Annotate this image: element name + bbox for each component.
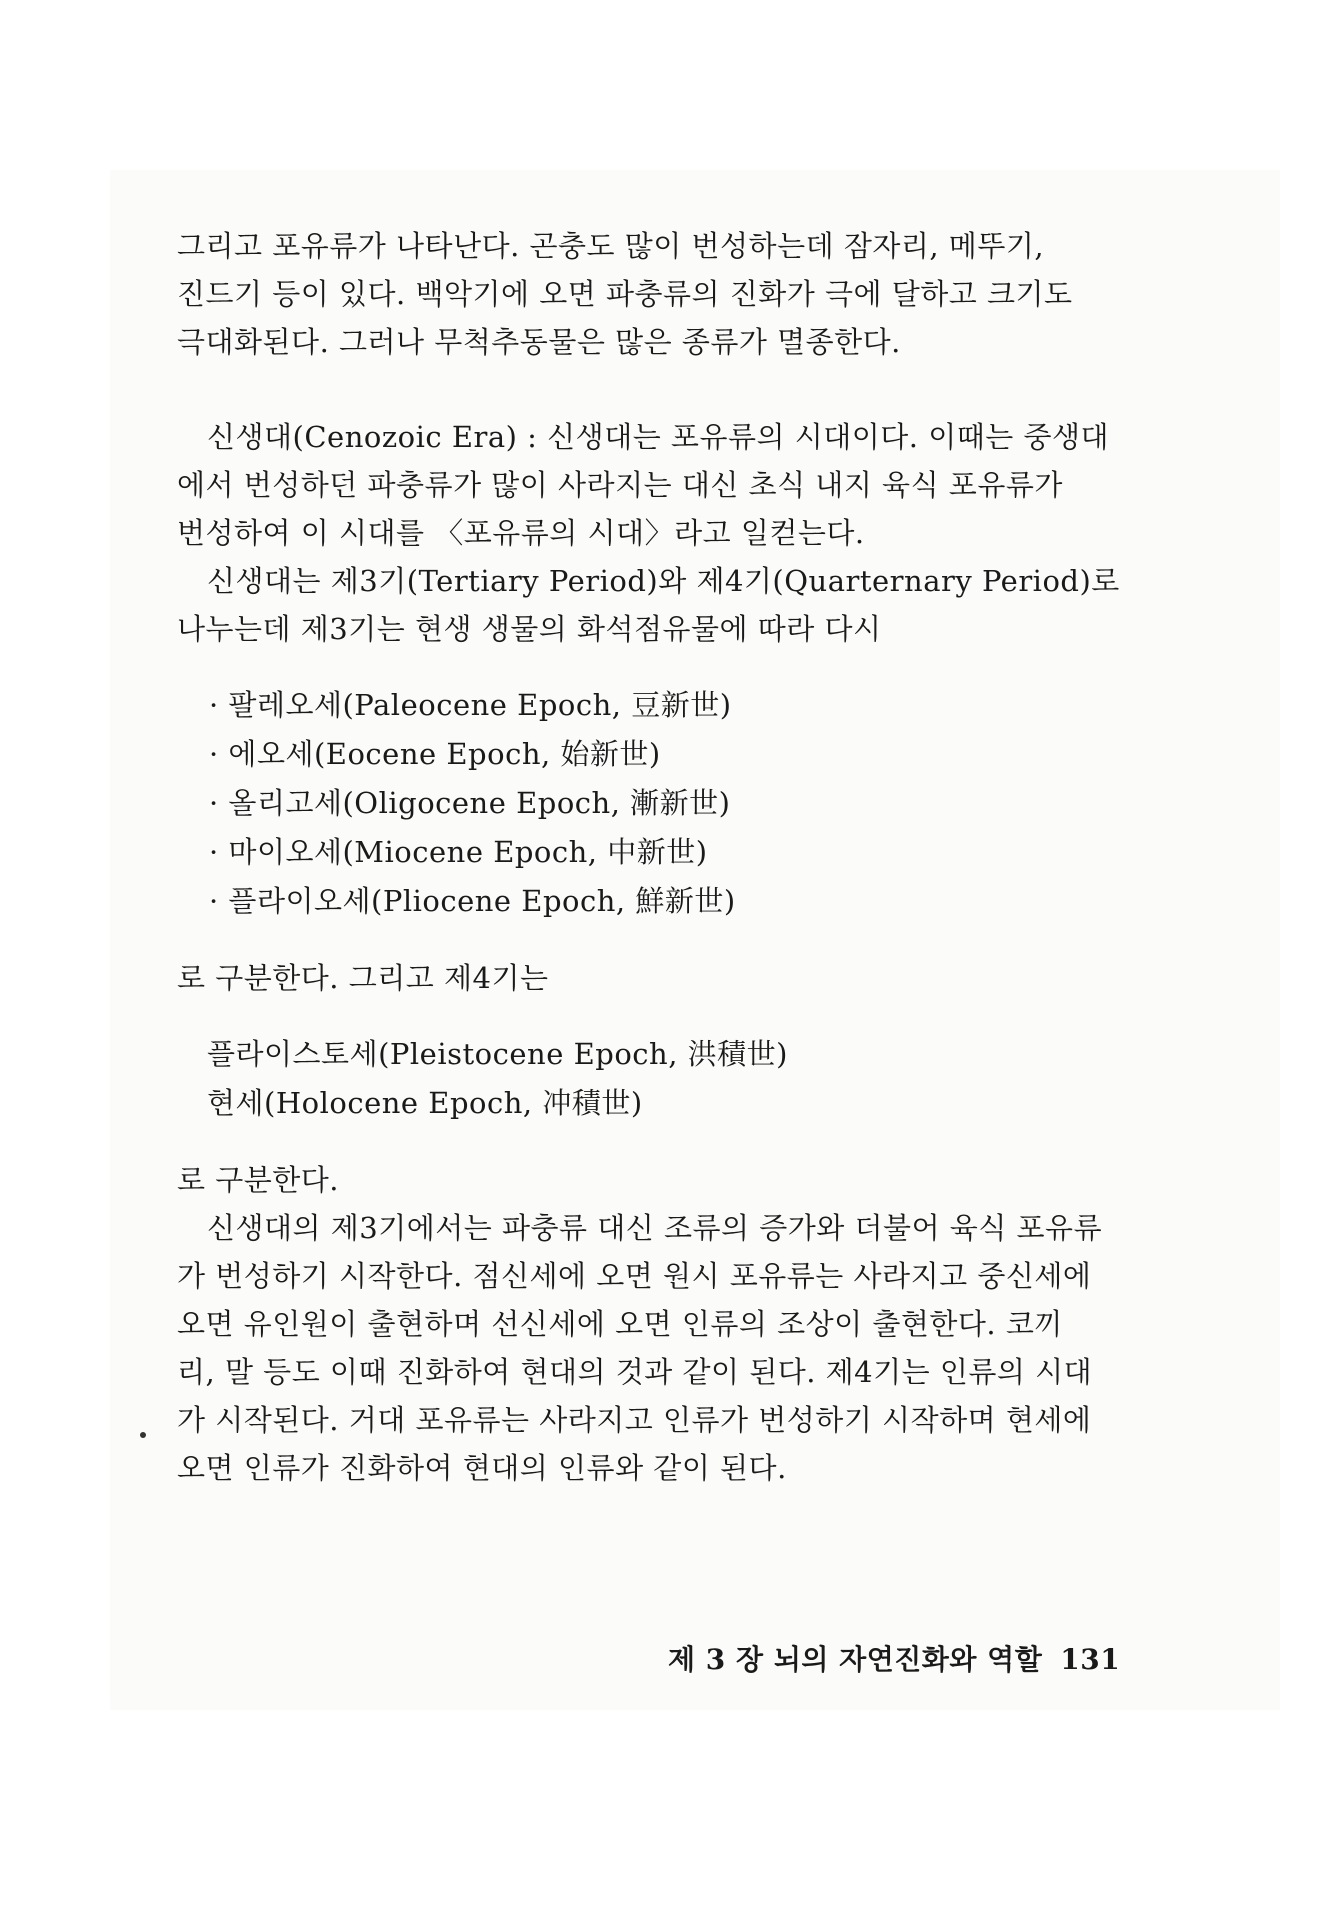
list-item: · 팔레오세(Paleocene Epoch, 豆新世) — [209, 688, 732, 722]
text-line: 그리고 포유류가 나타난다. 곤충도 많이 번성하는데 잠자리, 메뚜기, — [177, 229, 1045, 263]
page-body — [177, 222, 1120, 1492]
page-number: 131 — [1060, 1643, 1121, 1676]
paragraph-1 — [177, 222, 1107, 366]
text-line: 에서 번성하던 파충류가 많이 사라지는 대신 초식 내지 육식 포유류가 — [177, 468, 1063, 502]
text-line: 나누는데 제3기는 현생 생물의 화석점유물에 따라 다시 — [177, 612, 882, 646]
paragraph-periods — [177, 557, 1120, 653]
page-footer — [668, 1638, 1120, 1678]
paragraph-cenozoic — [177, 413, 1110, 557]
paragraph-gap — [177, 653, 1107, 681]
text-line: 로 구분한다. — [177, 1163, 340, 1197]
list-item: · 올리고세(Oligocene Epoch, 漸新世) — [209, 786, 731, 820]
quaternary-epoch-list — [177, 1030, 1107, 1128]
text-line: 진드기 등이 있다. 백악기에 오면 파충류의 진화가 극에 달하고 크기도 — [177, 277, 1073, 311]
text-line: 오면 인류가 진화하여 현대의 인류와 같이 된다. — [177, 1451, 787, 1485]
text-line: 가 번성하기 시작한다. 점신세에 오면 원시 포유류는 사라지고 중신세에 — [177, 1259, 1092, 1293]
text-line: 신생대는 제3기(Tertiary Period)와 제4기(Quarternary Period)로 — [207, 564, 1120, 598]
list-item: · 에오세(Eocene Epoch, 始新世) — [209, 737, 661, 771]
list-item: 플라이스토세(Pleistocene Epoch, 洪積世) — [207, 1037, 788, 1071]
list-item: 현세(Holocene Epoch, 冲積世) — [207, 1086, 643, 1120]
text-line: 오면 유인원이 출현하며 선신세에 오면 인류의 조상이 출현한다. 코끼 — [177, 1307, 1063, 1341]
paragraph-gap — [177, 1002, 1107, 1030]
text-line: 리, 말 등도 이때 진화하여 현대의 것과 같이 된다. 제4기는 인류의 시대 — [177, 1355, 1093, 1389]
paragraph-evolution — [177, 1204, 1107, 1492]
list-item: · 플라이오세(Pliocene Epoch, 鮮新世) — [209, 884, 736, 918]
list-item: · 마이오세(Miocene Epoch, 中新世) — [209, 835, 708, 869]
stray-mark — [140, 1432, 146, 1438]
paragraph-gap — [177, 366, 1107, 413]
paragraph-gap — [177, 1128, 1107, 1156]
text-line: 극대화된다. 그러나 무척추동물은 많은 종류가 멸종한다. — [177, 325, 901, 359]
text-line: 신생대(Cenozoic Era) : 신생대는 포유류의 시대이다. 이때는 중생대 — [207, 420, 1110, 454]
text-line: 신생대의 제3기에서는 파충류 대신 조류의 증가와 더불어 육식 포유류 — [207, 1211, 1103, 1245]
chapter-title: 제 3 장 뇌의 자연진화와 역할 — [668, 1643, 1043, 1676]
paragraph-gap — [177, 926, 1107, 954]
tertiary-epoch-list — [177, 681, 1107, 926]
text-line: 로 구분한다. 그리고 제4기는 — [177, 961, 549, 995]
text-line: 가 시작된다. 거대 포유류는 사라지고 인류가 번성하기 시작하며 현세에 — [177, 1403, 1092, 1437]
text-line: 번성하여 이 시대를 〈포유류의 시대〉라고 일컫는다. — [177, 516, 865, 550]
